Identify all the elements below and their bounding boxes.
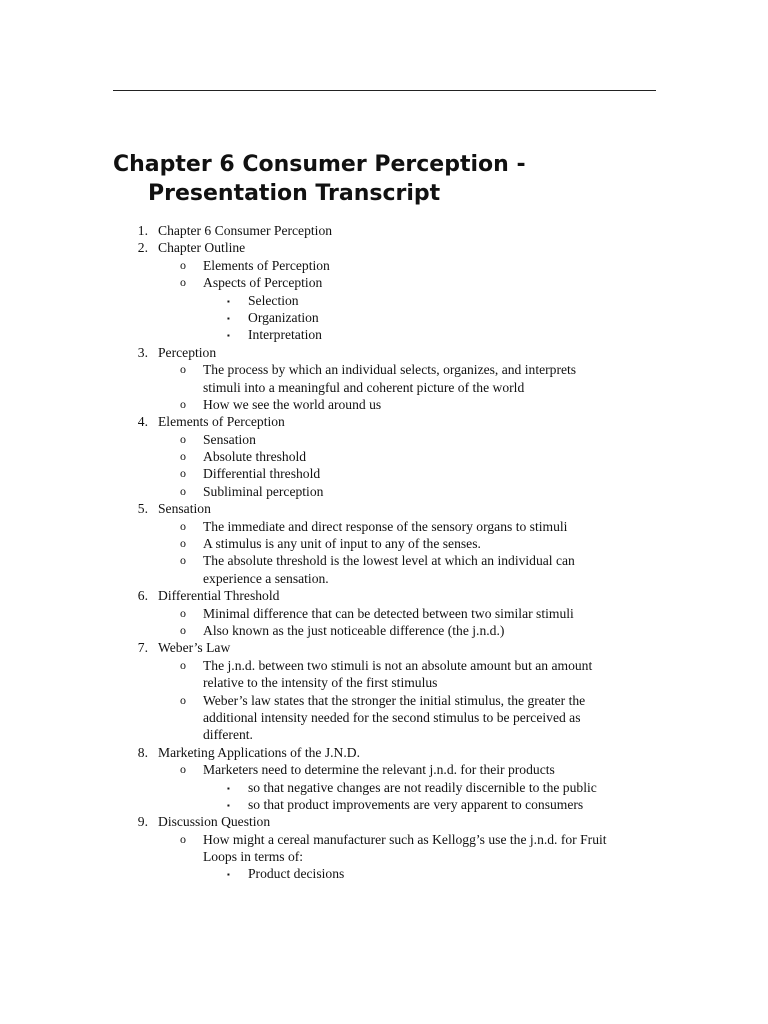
outline-text: Minimal difference that can be detected between two similar stimuli — [203, 605, 574, 621]
outline-text: Subliminal perception — [203, 483, 324, 499]
outline-text: A stimulus is any unit of input to any of the senses. — [203, 536, 481, 552]
outline-text: Differential Threshold — [158, 588, 280, 604]
outline-subitem — [0, 518, 768, 535]
outline-text: The j.n.d. between two stimuli is not an absolute amount but an amount — [203, 657, 593, 673]
outline-text: additional intensity needed for the second stimulus to be perceived as — [203, 709, 581, 725]
outline-subitem — [0, 448, 768, 465]
outline-subitem — [0, 257, 768, 274]
outline-text: Organization — [248, 309, 319, 325]
outline-subitem — [0, 761, 768, 778]
outline-text: so that negative changes are not readily discernible to the public — [248, 779, 597, 795]
list-number: 6. — [137, 588, 148, 604]
outline-text: different. — [203, 727, 253, 743]
transcript-outline — [0, 222, 768, 883]
outline-subitem — [0, 431, 768, 448]
page-title — [113, 150, 673, 208]
outline-text: Product decisions — [248, 866, 345, 882]
outline-item — [0, 344, 768, 361]
outline-text: Selection — [248, 292, 299, 308]
square-bullet-icon: ▪ — [227, 313, 230, 323]
outline-subitem — [0, 692, 768, 709]
outline-text: Discussion Question — [158, 814, 271, 830]
outline-text: stimuli into a meaningful and coherent picture of the world — [203, 379, 525, 395]
title-line-1: Chapter 6 Consumer Perception - — [113, 152, 526, 177]
outline-text: Aspects of Perception — [203, 275, 323, 291]
outline-subitem — [0, 274, 768, 291]
outline-item — [0, 587, 768, 604]
circle-bullet-icon: o — [180, 483, 186, 498]
outline-text: Also known as the just noticeable difference (the j.n.d.) — [203, 622, 505, 638]
outline-text: Absolute threshold — [203, 449, 307, 465]
circle-bullet-icon: o — [180, 396, 186, 411]
circle-bullet-icon: o — [180, 257, 186, 272]
outline-text: How we see the world around us — [203, 396, 382, 412]
outline-subitem — [0, 535, 768, 552]
circle-bullet-icon: o — [180, 431, 186, 446]
outline-text: Marketers need to determine the relevant j.n.d. for their products — [203, 762, 555, 778]
list-number: 8. — [137, 744, 148, 760]
header-divider — [113, 90, 656, 91]
circle-bullet-icon: o — [180, 518, 186, 533]
outline-text: experience a sensation. — [203, 570, 329, 586]
outline-text: Weber’s Law — [158, 640, 231, 656]
outline-subitem — [0, 831, 768, 848]
outline-subitem — [0, 657, 768, 674]
outline-subitem — [0, 465, 768, 482]
square-bullet-icon: ▪ — [227, 870, 230, 880]
outline-item — [0, 222, 768, 239]
outline-subitem — [0, 605, 768, 622]
outline-text: Elements of Perception — [203, 257, 330, 273]
outline-item — [0, 744, 768, 761]
outline-subitem — [0, 396, 768, 413]
outline-item — [0, 239, 768, 256]
outline-text: Chapter Outline — [158, 240, 246, 256]
square-bullet-icon: ▪ — [227, 783, 230, 793]
list-number: 7. — [137, 640, 148, 656]
outline-text: Weber’s law states that the stronger the initial stimulus, the greater the — [203, 692, 586, 708]
list-number: 3. — [137, 344, 148, 360]
outline-subsubitem — [0, 326, 768, 343]
circle-bullet-icon: o — [180, 657, 186, 672]
outline-text: How might a cereal manufacturer such as Kellogg’s use the j.n.d. for Fruit — [203, 831, 607, 847]
list-number: 9. — [137, 814, 148, 830]
outline-text: Loops in terms of: — [203, 849, 304, 865]
outline-subsubitem — [0, 292, 768, 309]
list-number: 2. — [137, 240, 148, 256]
title-line-2: Presentation Transcript — [148, 181, 441, 206]
outline-text: The immediate and direct response of the sensory organs to stimuli — [203, 518, 568, 534]
outline-text: relative to the intensity of the first stimulus — [203, 675, 438, 691]
outline-text: Elements of Perception — [158, 414, 285, 430]
outline-item — [0, 500, 768, 517]
outline-text: so that product improvements are very apparent to consumers — [248, 796, 584, 812]
outline-subsubitem — [0, 779, 768, 796]
outline-text: Sensation — [158, 501, 211, 517]
outline-text: Chapter 6 Consumer Perception — [158, 223, 333, 238]
outline-text: Differential threshold — [203, 466, 321, 482]
outline-subitem — [0, 726, 768, 743]
circle-bullet-icon: o — [180, 449, 186, 464]
circle-bullet-icon: o — [180, 605, 186, 620]
outline-subitem — [0, 552, 768, 569]
circle-bullet-icon: o — [180, 622, 186, 637]
outline-item — [0, 639, 768, 656]
circle-bullet-icon: o — [180, 362, 186, 377]
square-bullet-icon: ▪ — [227, 331, 230, 341]
outline-subitem — [0, 483, 768, 500]
outline-text: Perception — [158, 344, 217, 360]
outline-subsubitem — [0, 796, 768, 813]
outline-subsubitem — [0, 309, 768, 326]
outline-subsubitem — [0, 865, 768, 882]
square-bullet-icon: ▪ — [227, 800, 230, 810]
circle-bullet-icon: o — [180, 466, 186, 481]
outline-text: Sensation — [203, 431, 256, 447]
circle-bullet-icon: o — [180, 692, 186, 707]
outline-text: The process by which an individual selects, organizes, and interprets — [203, 362, 577, 378]
outline-subitem — [0, 709, 768, 726]
circle-bullet-icon: o — [180, 553, 186, 568]
outline-text: The absolute threshold is the lowest level at which an individual can — [203, 553, 575, 569]
outline-subitem — [0, 570, 768, 587]
circle-bullet-icon: o — [180, 762, 186, 777]
outline-subitem — [0, 848, 768, 865]
list-number: 4. — [137, 414, 148, 430]
square-bullet-icon: ▪ — [227, 296, 230, 306]
circle-bullet-icon: o — [180, 831, 186, 846]
outline-text: Interpretation — [248, 327, 322, 343]
outline-subitem — [0, 674, 768, 691]
list-number: 5. — [137, 501, 148, 517]
circle-bullet-icon: o — [180, 275, 186, 290]
outline-item — [0, 413, 768, 430]
outline-text: Marketing Applications of the J.N.D. — [158, 744, 360, 760]
list-number: 1. — [137, 223, 148, 238]
outline-subitem — [0, 361, 768, 378]
outline-subitem — [0, 622, 768, 639]
outline-subitem — [0, 379, 768, 396]
outline-item — [0, 813, 768, 830]
circle-bullet-icon: o — [180, 536, 186, 551]
